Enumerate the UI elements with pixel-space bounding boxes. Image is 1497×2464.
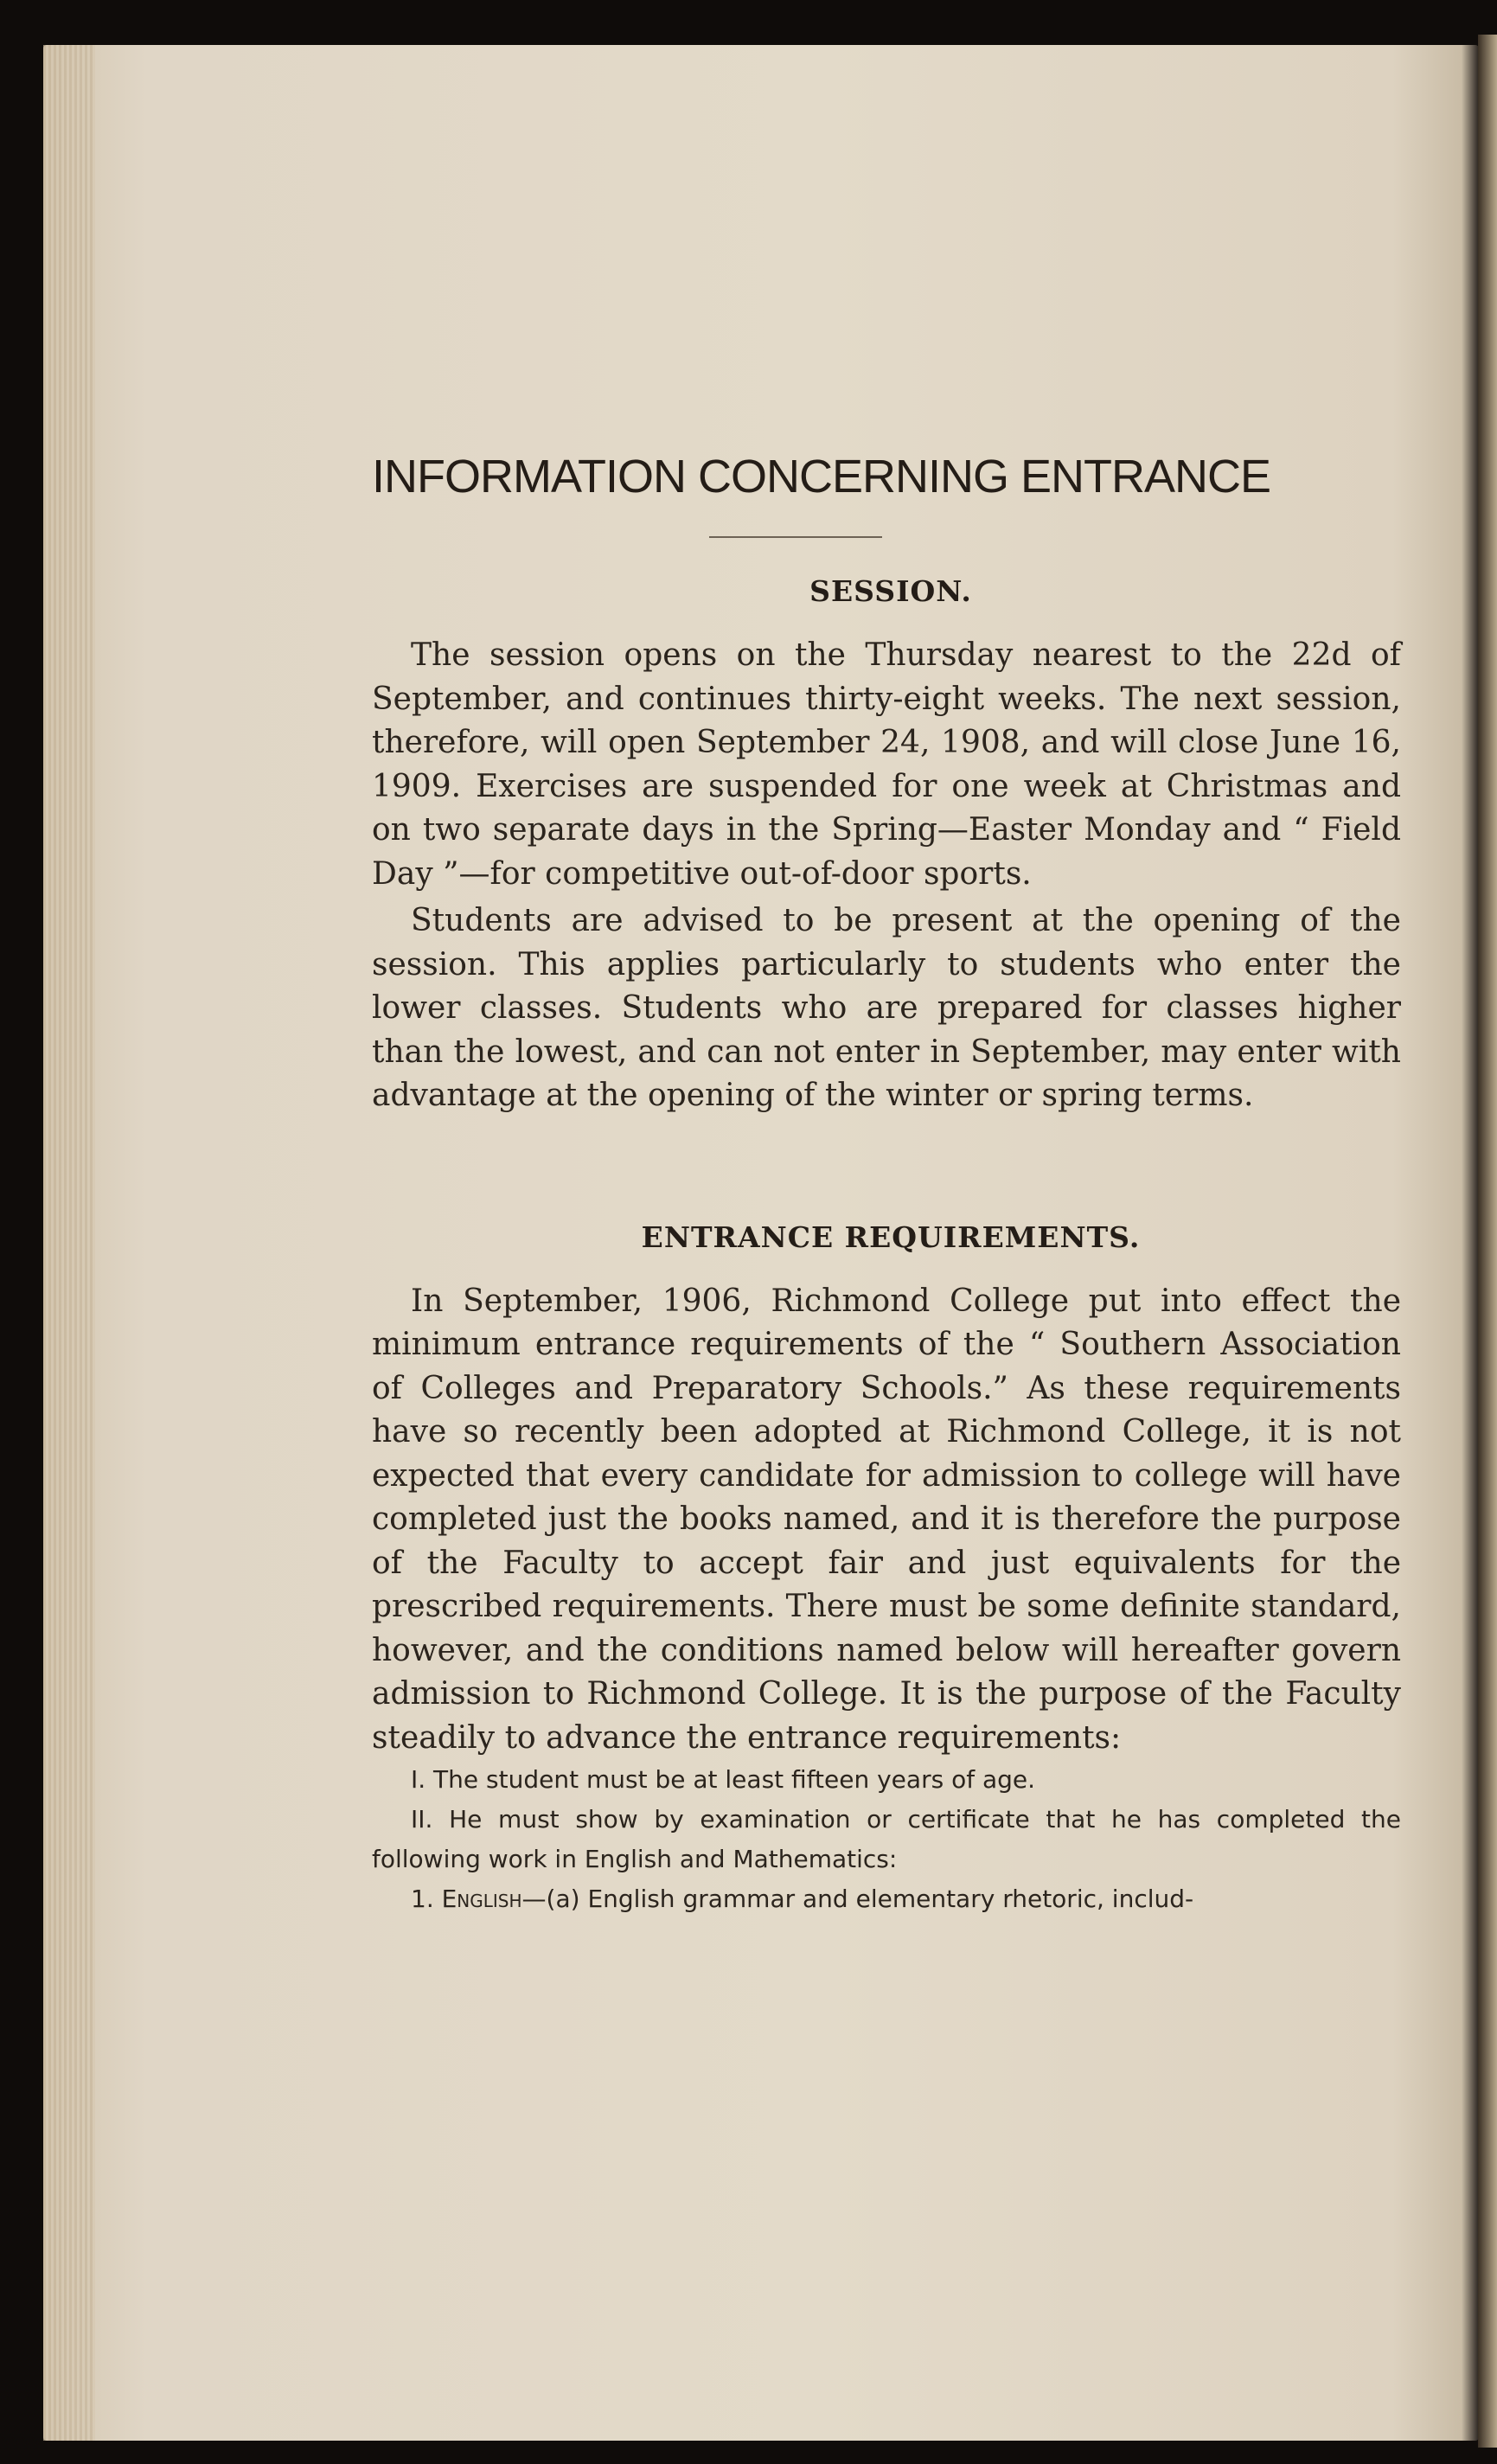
requirements-paragraph: In September, 1906, Richmond College put into effect the minimum entrance requirements of the “ Southern Association of Colleges and Preparatory Schools.” As these requirements have so recently been adopted at Richmond College, it is not expected that every candidate for admission to college will have completed just the books named, and it is therefore the purpose of the Faculty to accept fair and just equivalents for the prescribed requirements. There must be some definite standard, however, and the conditions named below will hereafter govern admission to Richmond College. It is the purpose of the Faculty steadily to advance the entrance requirements: xyxy=(372,1283,1401,1756)
english-requirement xyxy=(372,1879,1401,1919)
facing-page-edge xyxy=(1478,35,1497,2448)
session-heading: SESSION. xyxy=(809,574,972,608)
session-paragraph-1: The session opens on the Thursday nearest to the 22d of September, and continues thirty-eight weeks. The next session, therefore, will open September 24, 1908, and will close June 16, 1909. Exercises are suspended for one week at Christmas and on two separate days in the Spring—Easter Monday and “ Field Day ”—for competitive out-of-door sports. xyxy=(372,637,1401,892)
section-spacer xyxy=(372,1118,1410,1184)
english-text: —(a) English grammar and elementary rhetoric, includ- xyxy=(521,1885,1194,1913)
entrance-requirements-heading: ENTRANCE REQUIREMENTS. xyxy=(641,1219,1141,1254)
page-edges xyxy=(43,45,95,2441)
english-label: 1. English xyxy=(411,1885,522,1913)
page-title: INFORMATION CONCERNING ENTRANCE xyxy=(372,451,1271,502)
session-paragraph-2: Students are advised to be present at the opening of the session. This applies particularly to students who enter the lower classes. Students who are prepared for classes higher than the lowest, and can not enter in September, may enter with advantage at the opening of the winter or spring terms. xyxy=(372,903,1401,1113)
page-content xyxy=(372,450,1410,1919)
title-divider xyxy=(709,536,882,538)
rule-examination: II. He must show by examination or certificate that he has completed the following work in English and Mathematics: xyxy=(372,1805,1401,1873)
rule-age: I. The student must be at least fifteen years of age. xyxy=(411,1765,1036,1794)
